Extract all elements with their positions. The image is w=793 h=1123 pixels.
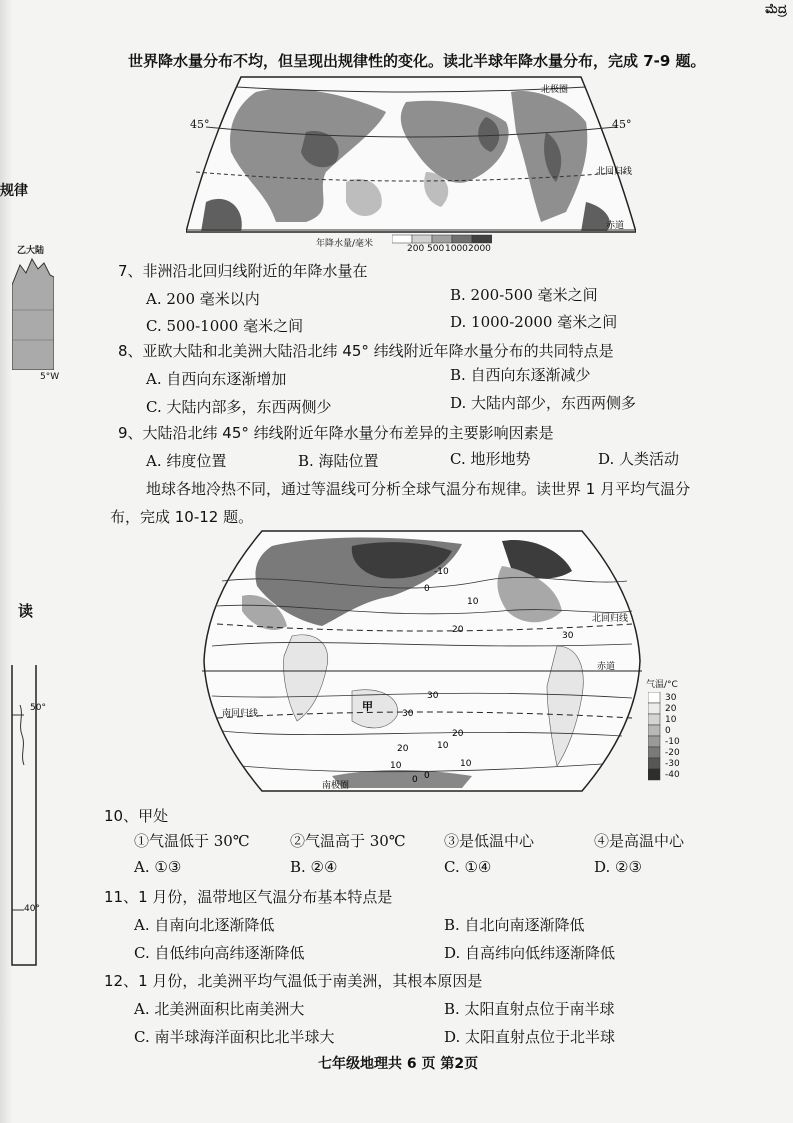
precip-tick-500: 500 [427,244,445,254]
q8-option-b[interactable]: B. 自西向东逐渐减少 [450,366,591,384]
iso-label-10: 30 [562,631,574,641]
question-11-stem: 11、1 月份，温带地区气温分布基本特点是 [104,888,393,906]
iso-label-11: 30 [402,709,414,719]
page-footer: 七年级地理共 6 页 第2页 [318,1056,479,1072]
temp-tropic-cancer-label: 北回归线 [592,614,629,624]
precip-tick-200: 200 [407,244,425,254]
q7-option-a[interactable]: A. 200 毫米以内 [146,290,260,308]
temp-tick-4: 0 [665,726,671,736]
iso-label-13: 10 [390,761,402,771]
q12-option-a[interactable]: A. 北美洲面积比南美洲大 [134,1000,305,1018]
iso-label-14: 0 [412,775,418,785]
section-intro-precipitation: 世界降水量分布不均，但呈现出规律性的变化。读北半球年降水量分布，完成 7-9 题。 [128,52,706,70]
precip-tick-2000: 2000 [468,244,491,254]
margin-lon: 5°W [40,372,60,382]
precip-tick-1000: 1000 [445,244,468,254]
temp-legend-title: 气温/°C [646,680,678,690]
q8-option-d[interactable]: D. 大陆内部少，东西两侧多 [450,394,637,412]
temp-tick-1: 30 [665,693,677,703]
section-intro-temperature-2: 布，完成 10-12 题。 [110,508,254,526]
margin-continent-b-profile [12,255,54,370]
arctic-circle-label: 北极圈 [541,85,569,95]
iso-label-2: 0 [424,584,430,594]
equator-label: 赤道 [606,221,625,231]
iso-label-12: 20 [397,744,409,754]
temp-tick-7: -30 [665,759,680,769]
q11-option-d[interactable]: D. 自高纬向低纬逐渐降低 [444,944,616,962]
lat45-left: 45° [190,118,210,131]
q7-option-b[interactable]: B. 200-500 毫米之间 [450,286,598,304]
q11-option-a[interactable]: A. 自南向北逐渐降低 [134,916,275,934]
q10-option-a[interactable]: A. ①③ [134,858,182,876]
q11-option-b[interactable]: B. 自北向南逐渐降低 [444,916,585,934]
iso-label-5: 30 [427,691,439,701]
iso-label-6: 20 [452,729,464,739]
margin-lat40: 40° [24,904,40,914]
lat45-right: 45° [612,118,632,131]
temp-tick-8: -40 [665,770,680,780]
question-8-stem: 8、亚欧大陆和北美洲大陆沿北纬 45° 纬线附近年降水量分布的共同特点是 [118,342,614,360]
q11-option-c[interactable]: C. 自低纬向高纬逐渐降低 [134,944,305,962]
margin-continent-b: 乙大陆 [17,246,45,256]
q8-option-a[interactable]: A. 自西向东逐渐增加 [146,370,287,388]
temp-tick-6: -20 [665,748,680,758]
temp-tropic-capricorn-label: 南回归线 [222,709,259,719]
temp-tick-2: 20 [665,704,677,714]
q9-option-d[interactable]: D. 人类活动 [598,450,680,468]
q10-statement-1: ①气温低于 30℃ [134,832,250,850]
q9-option-c[interactable]: C. 地形地势 [450,450,531,468]
tropic-cancer-label: 北回归线 [596,167,633,177]
margin-law: 规律 [0,183,28,199]
q12-option-d[interactable]: D. 太阳直射点位于北半球 [444,1028,616,1046]
iso-label-8: 0 [424,771,430,781]
q8-option-c[interactable]: C. 大陆内部多，东西两侧少 [146,398,332,416]
iso-label-7: 10 [460,759,472,769]
temp-tick-5: -10 [665,737,680,747]
question-9-stem: 9、大陆沿北纬 45° 纬线附近年降水量分布差异的主要影响因素是 [118,424,554,442]
q7-option-d[interactable]: D. 1000-2000 毫米之间 [450,313,618,331]
question-10-stem: 10、甲处 [104,807,169,825]
iso-label-3: 10 [467,597,479,607]
temperature-map [202,526,642,796]
q12-option-c[interactable]: C. 南半球海洋面积比北半球大 [134,1028,335,1046]
temp-equator-label: 赤道 [597,662,616,672]
q10-option-d[interactable]: D. ②③ [594,858,642,876]
question-7-stem: 7、非洲沿北回归线附近的年降水量在 [118,262,368,280]
section-intro-temperature-1: 地球各地冷热不同，通过等温线可分析全球气温分布规律。读世界 1 月平均气温分 [146,480,691,498]
q10-statement-2: ②气温高于 30℃ [290,832,406,850]
iso-label-4: 20 [452,625,464,635]
temp-legend-bar [648,692,662,782]
margin-lat50: 50° [30,703,46,713]
corner-mark: ಮೆದ್ರ [765,2,787,17]
temp-tick-3: 10 [665,715,677,725]
q10-option-c[interactable]: C. ①④ [444,858,492,876]
precipitation-map [186,72,636,252]
q10-option-b[interactable]: B. ②④ [290,858,338,876]
temp-antarctic-circle-label: 南极圈 [322,781,350,791]
question-12-stem: 12、1 月份，北美洲平均气温低于南美洲，其根本原因是 [104,972,483,990]
q10-statement-3: ③是低温中心 [444,832,535,850]
q9-option-a[interactable]: A. 纬度位置 [146,452,227,470]
q9-option-b[interactable]: B. 海陆位置 [298,452,379,470]
precip-legend-title: 年降水量/毫米 [316,239,374,249]
q12-option-b[interactable]: B. 太阳直射点位于南半球 [444,1000,615,1018]
q7-option-c[interactable]: C. 500-1000 毫米之间 [146,317,304,335]
iso-label-1: -10 [434,567,449,577]
point-jia-label: 甲 [362,700,373,713]
margin-read: 读 [18,602,34,620]
iso-label-9: 10 [437,741,449,751]
q10-statement-4: ④是高温中心 [594,832,685,850]
